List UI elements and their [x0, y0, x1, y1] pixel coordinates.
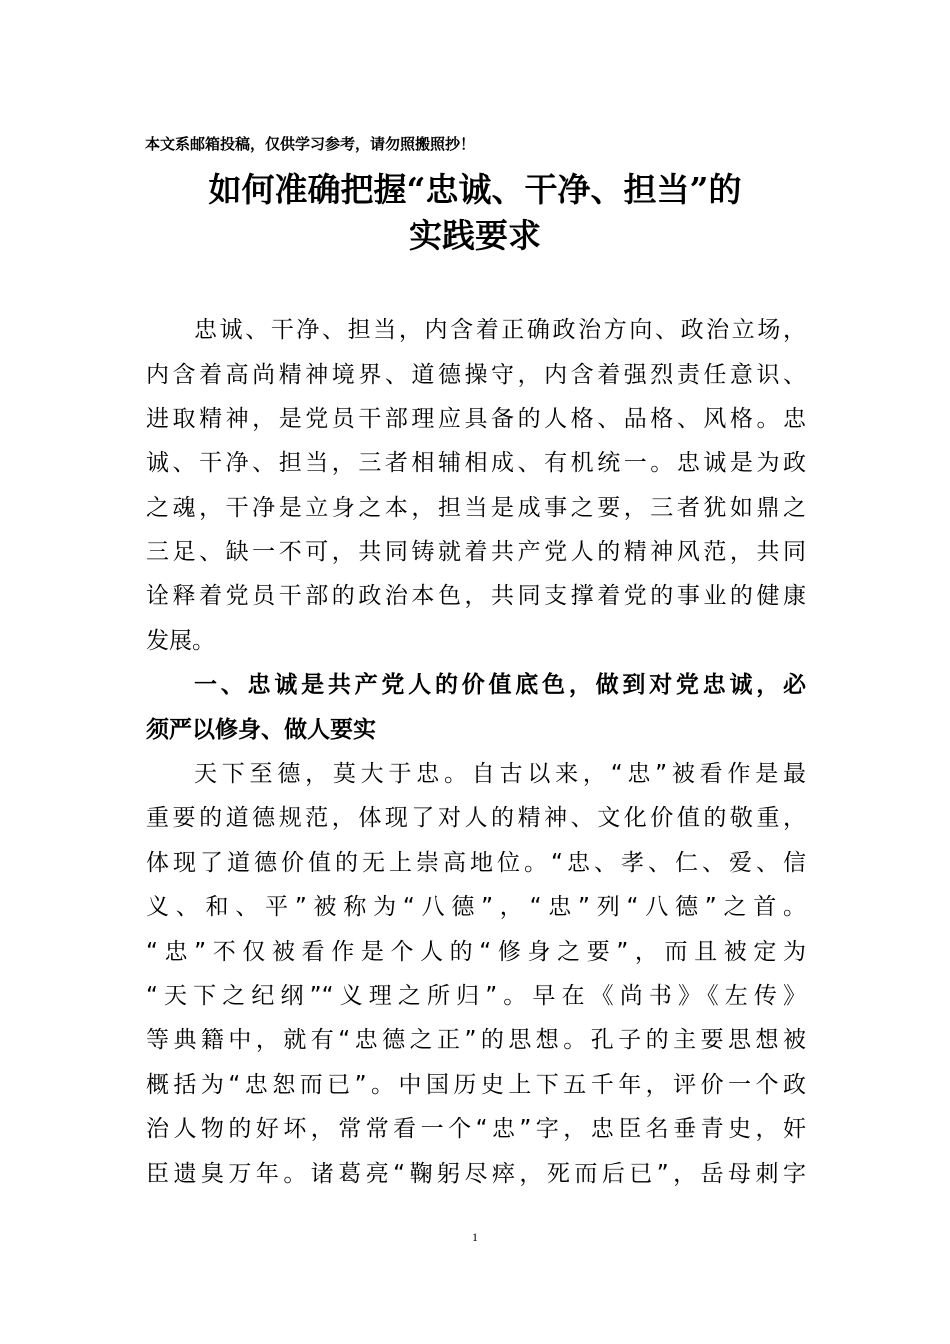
body-line: 治人物的好坏，常常看一个“忠”字，忠臣名垂青史，奸: [146, 1116, 806, 1142]
body-line: 忠诚、干净、担当，内含着正确政治方向、政治立场，: [194, 317, 806, 343]
body-line: “天下之纪纲”“义理之所归”。早在《尚书》《左传》: [146, 983, 806, 1009]
body-line: “忠”不仅被看作是个人的“修身之要”，而且被定为: [146, 939, 806, 965]
body-line: 内含着高尚精神境界、道德操守，内含着强烈责任意识、: [146, 362, 806, 388]
body-line: 概括为“忠恕而已”。中国历史上下五千年，评价一个政: [146, 1072, 806, 1098]
section-heading-line-1: 一、忠诚是共产党人的价值底色，做到对党忠诚，必: [194, 672, 806, 698]
title-line-1: 如何准确把握“忠诚、干净、担当”的: [208, 170, 742, 209]
submission-notice: 本文系邮箱投稿，仅供学习参考，请勿照搬照抄！: [145, 135, 476, 153]
body-line: 之魂，干净是立身之本，担当是成事之要，三者犹如鼎之: [146, 495, 806, 521]
body-line: 诚、干净、担当，三者相辅相成、有机统一。忠诚是为政: [146, 450, 806, 476]
section-heading-line-2: 须严以修身、做人要实: [146, 717, 376, 743]
body-line: 体现了道德价值的无上崇高地位。“忠、孝、仁、爱、信: [146, 850, 806, 876]
body-line: 义、和、平”被称为“八德”，“忠”列“八德”之首。: [146, 894, 806, 920]
body-line: 诠释着党员干部的政治本色，共同支撑着党的事业的健康: [146, 583, 806, 609]
body-line: 进取精神，是党员干部理应具备的人格、品格、风格。忠: [146, 406, 806, 432]
body-line: 重要的道德规范，体现了对人的精神、文化价值的敬重，: [146, 805, 806, 831]
title-line-2: 实践要求: [409, 216, 541, 255]
body-line: 三足、缺一不可，共同铸就着共产党人的精神风范，共同: [146, 539, 806, 565]
body-line: 天下至德，莫大于忠。自古以来，“忠”被看作是最: [194, 761, 806, 787]
body-line: 臣遗臭万年。诸葛亮“鞠躬尽瘁，死而后已”，岳母刺字: [146, 1161, 806, 1187]
page-number: 1: [472, 1230, 478, 1244]
body-line: 发展。: [146, 628, 215, 654]
body-line: 等典籍中，就有“忠德之正”的思想。孔子的主要思想被: [146, 1027, 806, 1053]
